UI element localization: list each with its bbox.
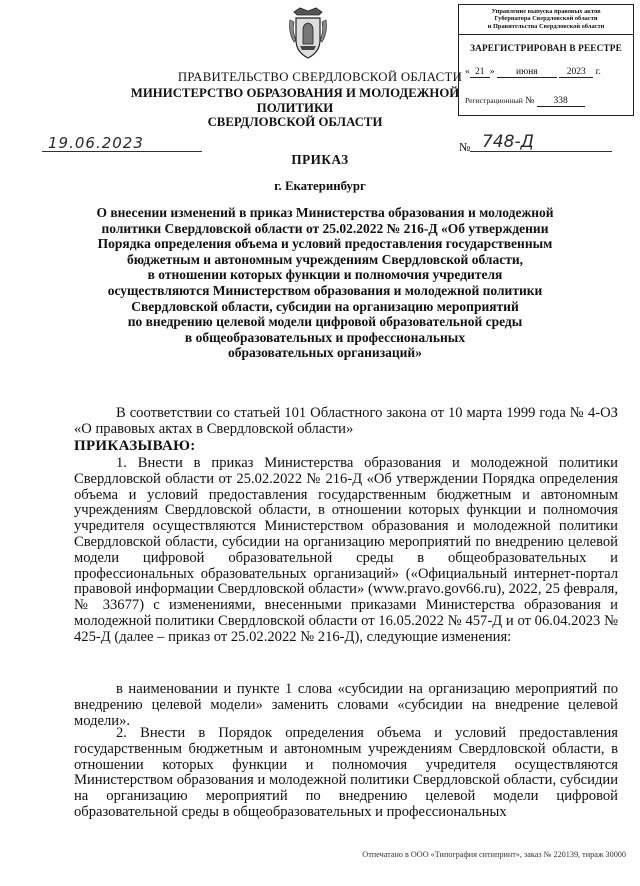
stamp-registration: Регистрационный № 338 (465, 96, 629, 107)
stamp-date: « 21 » июня 2023 г. (465, 67, 601, 77)
stamp-day: 21 (470, 67, 490, 78)
stamp-header: Управление выпуска правовых актов Губернатора Свердловской области и Правительства Свердловской области (459, 5, 633, 35)
handwritten-date: 19.06.2023 (42, 135, 202, 152)
government-title: ПРАВИТЕЛЬСТВО СВЕРДЛОВСКОЙ ОБЛАСТИ (177, 70, 463, 84)
stamp-title: ЗАРЕГИСТРИРОВАН В РЕЕСТРЕ (470, 43, 622, 54)
registration-stamp (458, 4, 634, 116)
decree-word: ПРИКАЗЫВАЮ: (74, 438, 196, 454)
city: г. Екатеринбург (274, 179, 366, 193)
order-title: ПРИКАЗ (291, 152, 349, 167)
item-1-paragraph: 1. Внести в приказ Министерства образования и молодежной политики Свердловской области от 25.02.2022 № 216-Д «Об утверждении Порядка определения объема и условий предоставления государственным бюджетным и автономным учреждениям Свердловской области, в отношении которых функции и полномочия учредителя осуществляются Министерством образования и молодежной политики Свердловской области, субсидии на организацию мероприятий по внедрению целевой модели цифровой образовательной среды в общеобразовательных и профессиональных образовательных организаций» («Официальный интернет-портал правовой информации Свердловской области» (www.pravo.gov66.ru), 2022, 25 февраля, № 33677) с изменениями, внесенными приказами Министерства образования и молодежной политики Свердловской области от 16.05.2022 № 457-Д и от 06.04.2023 № 425-Д (далее – приказ от 25.02.2022 № 216-Д), следующие изменения: (74, 455, 618, 645)
stamp-reg-number: 338 (537, 96, 585, 107)
coat-of-arms-icon (286, 6, 330, 62)
printer-footer: Отпечатано в ООО «Типография ситипринт», заказ № 220139, тираж 30000 (362, 850, 626, 859)
number-label: № (459, 140, 471, 154)
document-heading: О внесении изменений в приказ Министерства образования и молодежной политики Свердловской области от 25.02.2022 № 216-Д «Об утверждении Порядка определения объема и условий предоставления государственным бюджетным и автономным учреждениям Свердловской области, в отношении которых функции и полномочия учредителя осуществляются Министерством образования и молодежной политики Свердловской области, субсидии на организацию мероприятий по внедрению целевой модели цифровой образовательной среды в общеобразовательных и профессиональных образовательных организаций» (96, 205, 554, 361)
item-2-paragraph: 2. Внести в Порядок определения объема и условий предоставления государственным бюджетным и автономным учреждениям Свердловской области, в отношении которых функции и полномочия учредителя осуществляются Министерством образования и молодежной политики Свердловской области, субсидии на организацию мероприятий по внедрению целевой модели цифровой образовательной среды в общеобразовательных и профессиональных (74, 725, 618, 820)
stamp-year: 2023 (559, 67, 593, 78)
ministry-title: МИНИСТЕРСТВО ОБРАЗОВАНИЯ И МОЛОДЕЖНОЙ ПОЛИТИКИ СВЕРДЛОВСКОЙ ОБЛАСТИ (130, 86, 460, 129)
stamp-month: июня (497, 67, 557, 78)
handwritten-number: 748-Д (470, 133, 612, 152)
preamble-paragraph: В соответствии со статьей 101 Областного закона от 10 марта 1999 года № 4-ОЗ «О правовых актах в Свердловской области» (74, 405, 618, 437)
item-1-change-paragraph: в наименовании и пункте 1 слова «субсидии на организацию мероприятий по внедрению целевой модели» заменить словами «субсидии на внедрение целевой модели». (74, 681, 618, 729)
